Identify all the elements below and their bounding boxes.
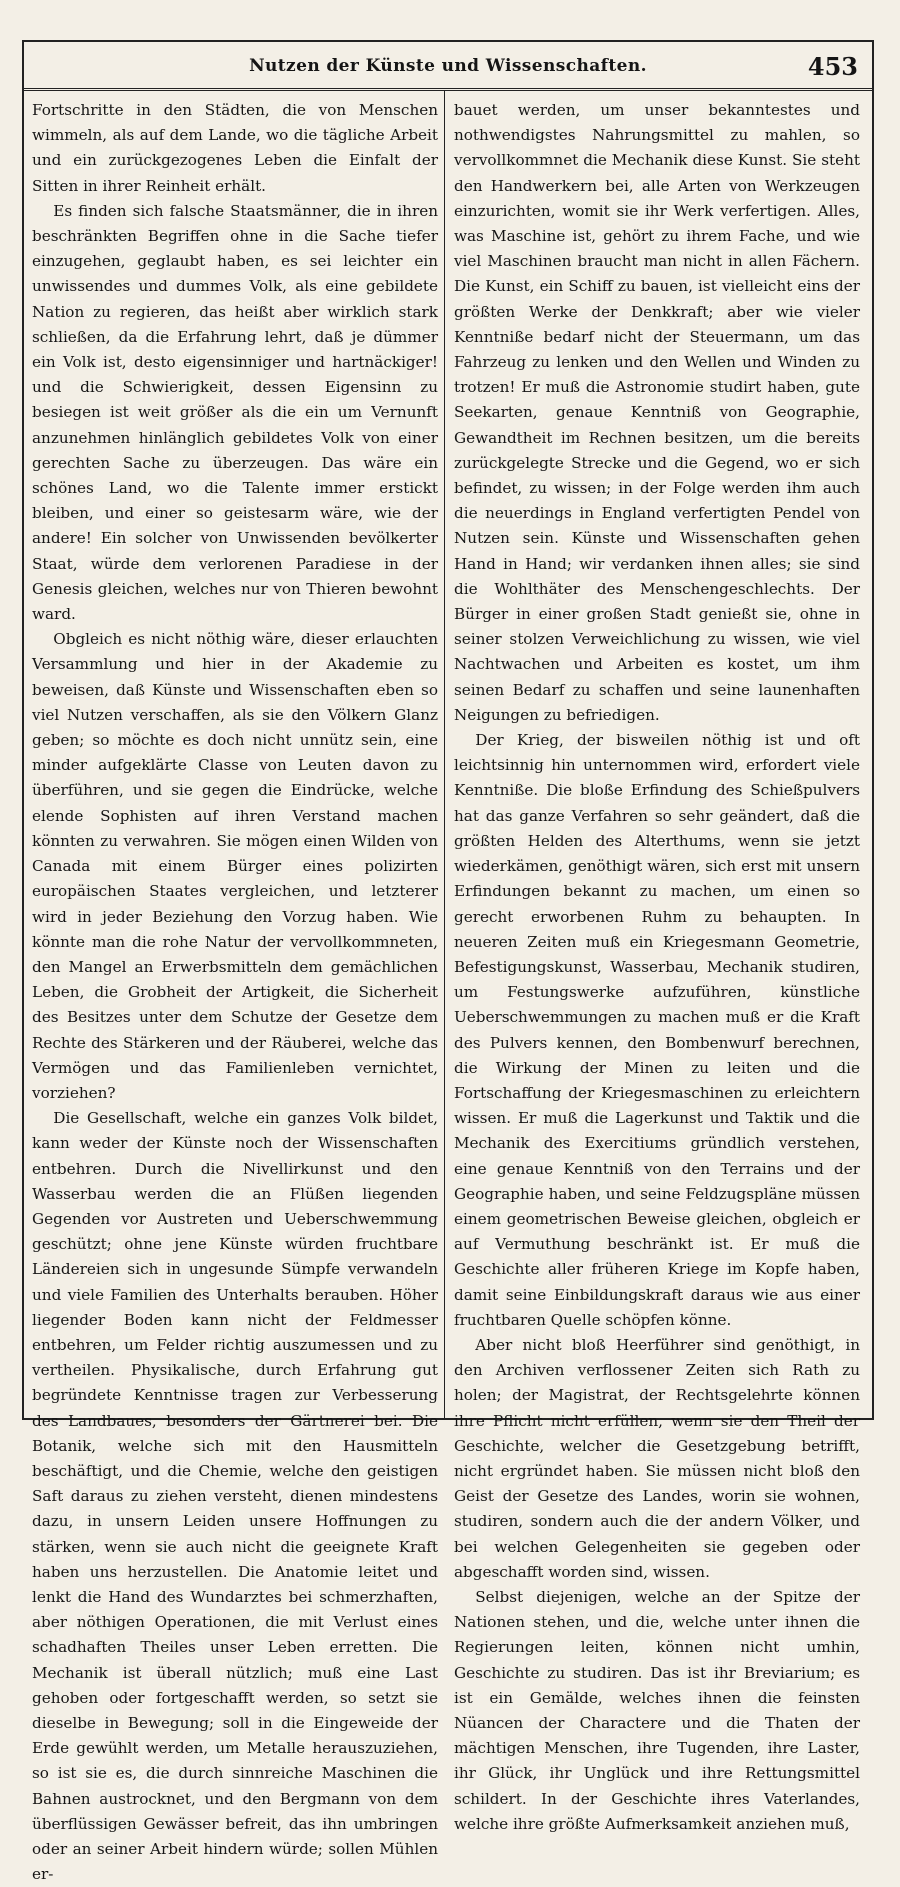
paragraph: Fortschritte in den Städten, die von Menschen wimmeln, als auf dem Lande, wo die tägliche Arbeit und ein zurückgezogenes Leben die Einfalt der Sitten in ihrer Reinheit erhält. (32, 101, 438, 195)
page-number: 453 (807, 52, 858, 81)
right-column (454, 98, 860, 1833)
left-column (32, 98, 438, 1884)
paragraph: Selbst diejenigen, welche an der Spitze der Nationen stehen, und die, welche unter ihnen die Regierungen leiten, können nicht umhin, Geschichte zu studiren. Das ist ihr Breviarium; es ist ein Gemälde, welches ihnen die feinsten Nüancen der Charactere und die Thaten der mächtigen Menschen, ihre Tugenden, ihre Laster, ihr Glück, ihr Unglück und ihre Rettungsmittel schildert. In der Geschichte ihres Vaterlandes, welche ihre größte Aufmerksamkeit anziehen muß, (454, 1587, 860, 1833)
printed-page (22, 40, 874, 1884)
paragraph: Es finden sich falsche Staatsmänner, die in ihren beschränkten Begriffen ohne in die Sache tiefer einzugehen, geglaubt haben, es sei leichter ein unwissendes und dummes Volk, als eine gebildete Nation zu regieren, das heißt aber wirklich stark schließen, da die Erfahrung lehrt, daß je dümmer ein Volk ist, desto eigensinniger und hartnäckiger! und die Schwierigkeit, dessen Eigensinn zu besiegen ist weit größer als die ein um Vernunft anzunehmen hinlänglich gebildetes Volk von einer gerechten Sache zu überzeugen. Das wäre ein schönes Land, wo die Talente immer erstickt bleiben, und einer so geistesarm wäre, wie der andere! Ein solcher von Unwissenden bevölkerter Staat, würde dem verlorenen Paradiese in der Genesis gleichen, welches nur von Thieren bewohnt ward. (32, 201, 438, 624)
header-rule (24, 88, 872, 91)
paragraph: Der Krieg, der bisweilen nöthig ist und oft leichtsinnig hin unternommen wird, erfordert viele Kenntniße. Die bloße Erfindung des Schießpulvers hat das ganze Verfahren so sehr geändert, daß die größten Helden des Alterthums, wenn sie jetzt wiederkämen, genöthigt wären, sich erst mit unsern Erfindungen bekannt zu machen, um einen so gerecht erworbenen Ruhm zu behaupten. In neueren Zeiten muß ein Kriegesmann Geometrie, Befestigungskunst, Wasserbau, Mechanik studiren, um Festungswerke aufzuführen, künstliche Ueberschwemmungen zu machen muß er die Kraft des Pulvers kennen, den Bombenwurf berechnen, die Wirkung der Minen zu leiten und die Fortschaffung der Kriegesmaschinen zu erleichtern wissen. Er muß die Lagerkunst und Taktik und die Mechanik des Exercitiums gründlich verstehen, eine genaue Kenntniß von den Terrains und der Geographie haben, und seine Feldzugspläne müssen einem geometrischen Beweise gleichen, obgleich er auf Vermuthung beschränkt ist. Er muß die Geschichte aller früheren Kriege im Kopfe haben, damit seine Einbildungskraft daraus wie aus einer fruchtbaren Quelle schöpfen könne. (454, 731, 860, 1329)
paragraph: Aber nicht bloß Heerführer sind genöthigt, in den Archiven verflossener Zeiten sich Rath zu holen; der Magistrat, der Rechtsgelehrte können ihre Pflicht nicht erfüllen, wenn sie den Theil der Geschichte, welcher die Gesetzgebung betrifft, nicht ergründet haben. Sie müssen nicht bloß den Geist der Gesetze des Landes, worin sie wohnen, studiren, sondern auch die der andern Völker, und bei welchen Gelegenheiten sie gegeben oder abgeschafft worden sind, wissen. (454, 1335, 860, 1581)
column-divider (444, 90, 445, 1418)
paragraph: bauet werden, um unser bekanntestes und nothwendigstes Nahrungsmittel zu mahlen, so vervollkommnet die Mechanik diese Kunst. Sie steht den Handwerkern bei, alle Arten von Werkzeugen einzurichten, womit sie ihr Werk verfertigen. Alles, was Maschine ist, gehört zu ihrem Fache, und wie viel Maschinen braucht man nicht in allen Fächern. Die Kunst, ein Schiff zu bauen, ist vielleicht eins der größten Werke der Denkkraft; aber wie vieler Kenntniße bedarf nicht der Steuermann, um das Fahrzeug zu lenken und den Wellen und Winden zu trotzen! Er muß die Astronomie studirt haben, gute Seekarten, genaue Kenntniß von Geographie, Gewandtheit im Rechnen besitzen, um die bereits zurückgelegte Strecke und die Gegend, wo er sich befindet, zu wissen; in der Folge werden ihm auch die neuerdings in England verfertigten Pendel von Nutzen sein. Künste und Wissenschaften gehen Hand in Hand; wir verdanken ihnen alles; sie sind die Wohlthäter des Menschengeschlechts. Der Bürger in einer großen Stadt genießt sie, ohne in seiner stolzen Verweichlichung zu wissen, wie viel Nachtwachen und Arbeiten es kostet, um ihm seinen Bedarf zu schaffen und seine launenhaften Neigungen zu befriedigen. (454, 101, 860, 724)
running-title: Nutzen der Künste und Wissenschaften. (249, 56, 647, 76)
paragraph: Obgleich es nicht nöthig wäre, dieser erlauchten Versammlung und hier in der Akademie zu beweisen, daß Künste und Wissenschaften eben so viel Nutzen verschaffen, als sie den Völkern Glanz geben; so möchte es doch nicht unnütz sein, eine minder aufgeklärte Classe von Leuten davon zu überführen, und sie gegen die Eindrücke, welche elende Sophisten auf ihren Verstand machen könnten zu verwahren. Sie mögen einen Wilden von Canada mit einem Bürger eines polizirten europäischen Staates vergleichen, und letzterer wird in jeder Beziehung den Vorzug haben. Wie könnte man die rohe Natur der vervollkommneten, den Mangel an Erwerbsmitteln dem gemächlichen Leben, die Grobheit der Artigkeit, die Sicherheit des Besitzes unter dem Schutze der Gesetze dem Rechte des Stärkeren und der Räuberei, welche das Vermögen und das Familienleben vernichtet, vorziehen? (32, 630, 438, 1102)
page-header (24, 42, 872, 98)
paragraph: Die Gesellschaft, welche ein ganzes Volk bildet, kann weder der Künste noch der Wissenschaften entbehren. Durch die Nivellirkunst und den Wasserbau werden die an Flüßen liegenden Gegenden vor Austreten und Ueberschwemmung geschützt; ohne jene Künste würden fruchtbare Ländereien sich in ungesunde Sümpfe verwandeln und viele Familien des Unterhalts berauben. Höher liegender Boden kann nicht der Feldmesser entbehren, um Felder richtig auszumessen und zu vertheilen. Physikalische, durch Erfahrung gut begründete Kenntnisse tragen zur Verbesserung des Landbaues, besonders der Gärtnerei bei. Die Botanik, welche sich mit den Hausmitteln beschäftigt, und die Chemie, welche den geistigen Saft daraus zu ziehen versteht, dienen mindestens dazu, in unsern Leiden unsere Hoffnungen zu stärken, wenn sie auch nicht die geeignete Kraft haben uns herzustellen. Die Anatomie leitet und lenkt die Hand des Wundarztes bei schmerzhaften, aber nöthigen Operationen, die mit Verlust eines schadhaften Theiles unser Leben erretten. Die Mechanik ist überall nützlich; muß eine Last gehoben oder fortgeschafft werden, so setzt sie dieselbe in Bewegung; soll in die Eingeweide der Erde gewühlt werden, um Metalle herauszuziehen, so ist sie es, die durch sinnreiche Maschinen die Bahnen austrocknet, und den Bergmann von dem überflüssigen Gewässer befreit, das ihn umbringen oder an seiner Arbeit hindern würde; sollen Mühlen er- (32, 1109, 438, 1884)
